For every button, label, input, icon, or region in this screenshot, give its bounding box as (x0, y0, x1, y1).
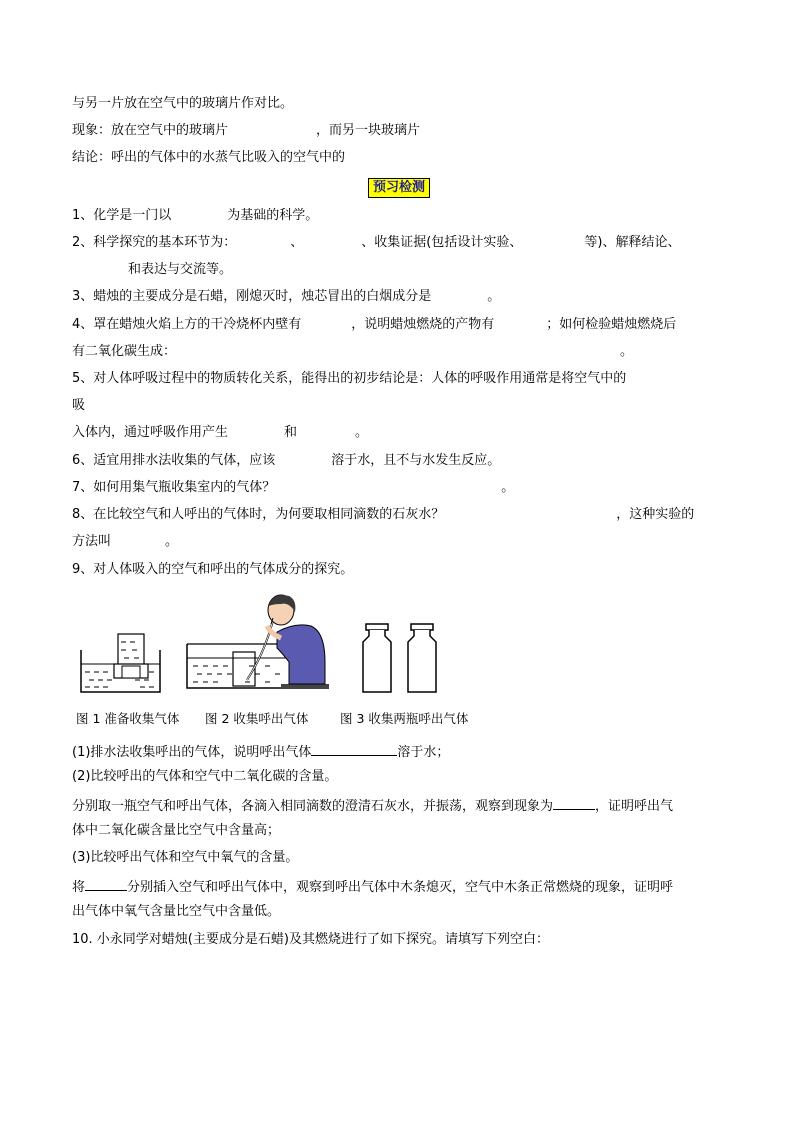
q9-part-2: (2)比较呼出的气体和空气中二氧化碳的含量。 (72, 769, 338, 784)
question-7: 7、如何用集气瓶收集室内的气体？ 。 (72, 480, 515, 495)
figure-1-trough (80, 630, 162, 694)
question-1: 1、化学是一门以 为基础的科学。 (72, 208, 319, 223)
question-2-cont: 和表达与交流等。 (128, 262, 233, 277)
question-8: 8、在比较空气和人呼出的气体时，为何要取相同滴数的石灰水？ ，这种实验的 (72, 507, 695, 522)
figure-3-caption: 图 3 收集两瓶呼出气体 (340, 711, 469, 726)
question-5-cont: 吸 (72, 398, 86, 413)
figure-2-caption: 图 2 收集呼出气体 (205, 711, 309, 726)
question-9: 9、对人体吸入的空气和呼出的气体成分的探究。 (72, 562, 354, 577)
section-heading: 预习检测 (368, 178, 430, 198)
question-3: 3、蜡烛的主要成分是石蜡，刚熄灭时，烛芯冒出的白烟成分是 。 (72, 289, 501, 304)
q9-part-3-text: 将 分别插入空气和呼出气体中，观察到呼出气体中木条熄灭，空气中木条正常燃烧的现象，证明呼 (72, 876, 673, 897)
question-5: 5、对人体呼吸过程中的物质转化关系，能得出的初步结论是：人体的呼吸作用通常是将空气中的 (72, 371, 627, 386)
q9-part-3: (3)比较呼出气体和空气中氧气的含量。 (72, 850, 299, 865)
figure-3-two-bottles (360, 622, 450, 694)
q9-part-1: (1)排水法收集呼出的气体，说明呼出气体 溶于水； (72, 741, 449, 762)
q9-part-2-text: 分别取一瓶空气和呼出气体，各滴入相同滴数的澄清石灰水，并振荡，观察到现象为 ，证明呼出气 (72, 795, 673, 816)
q9-part-2-text-cont: 体中二氧化碳含量比空气中含量高； (72, 823, 281, 838)
q9-part-3-text-cont: 出气体中氧气含量比空气中含量低。 (72, 904, 281, 919)
intro-line-2: 现象：放在空气中的玻璃片 ，而另一块玻璃片 (72, 123, 421, 138)
question-2: 2、科学探究的基本环节为： 、 、收集证据(包括设计实验、 等)、解释结论、 (72, 235, 681, 250)
question-4: 4、罩在蜡烛火焰上方的干冷烧杯内壁有 ，说明蜡烛燃烧的产物有 ；如何检验蜡烛燃烧后 (72, 317, 677, 332)
intro-line-1: 与另一片放在空气中的玻璃片作对比。 (72, 96, 294, 111)
question-4-cont: 有二氧化碳生成： 。 (72, 344, 634, 359)
question-5-cont2: 入体内，通过呼吸作用产生 和 。 (72, 425, 369, 440)
question-8-cont: 方法叫 。 (72, 534, 179, 549)
question-6: 6、适宜用排水法收集的气体，应该 溶于水，且不与水发生反应。 (72, 453, 501, 468)
intro-line-3: 结论：呼出的气体中的水蒸气比吸入的空气中的 (72, 150, 346, 165)
question-10: 10. 小永同学对蜡烛(主要成分是石蜡)及其燃烧进行了如下探究。请填写下列空白： (72, 932, 549, 947)
figure-1-caption: 图 1 准备收集气体 (76, 711, 180, 726)
figure-2-person-collecting (185, 592, 333, 694)
